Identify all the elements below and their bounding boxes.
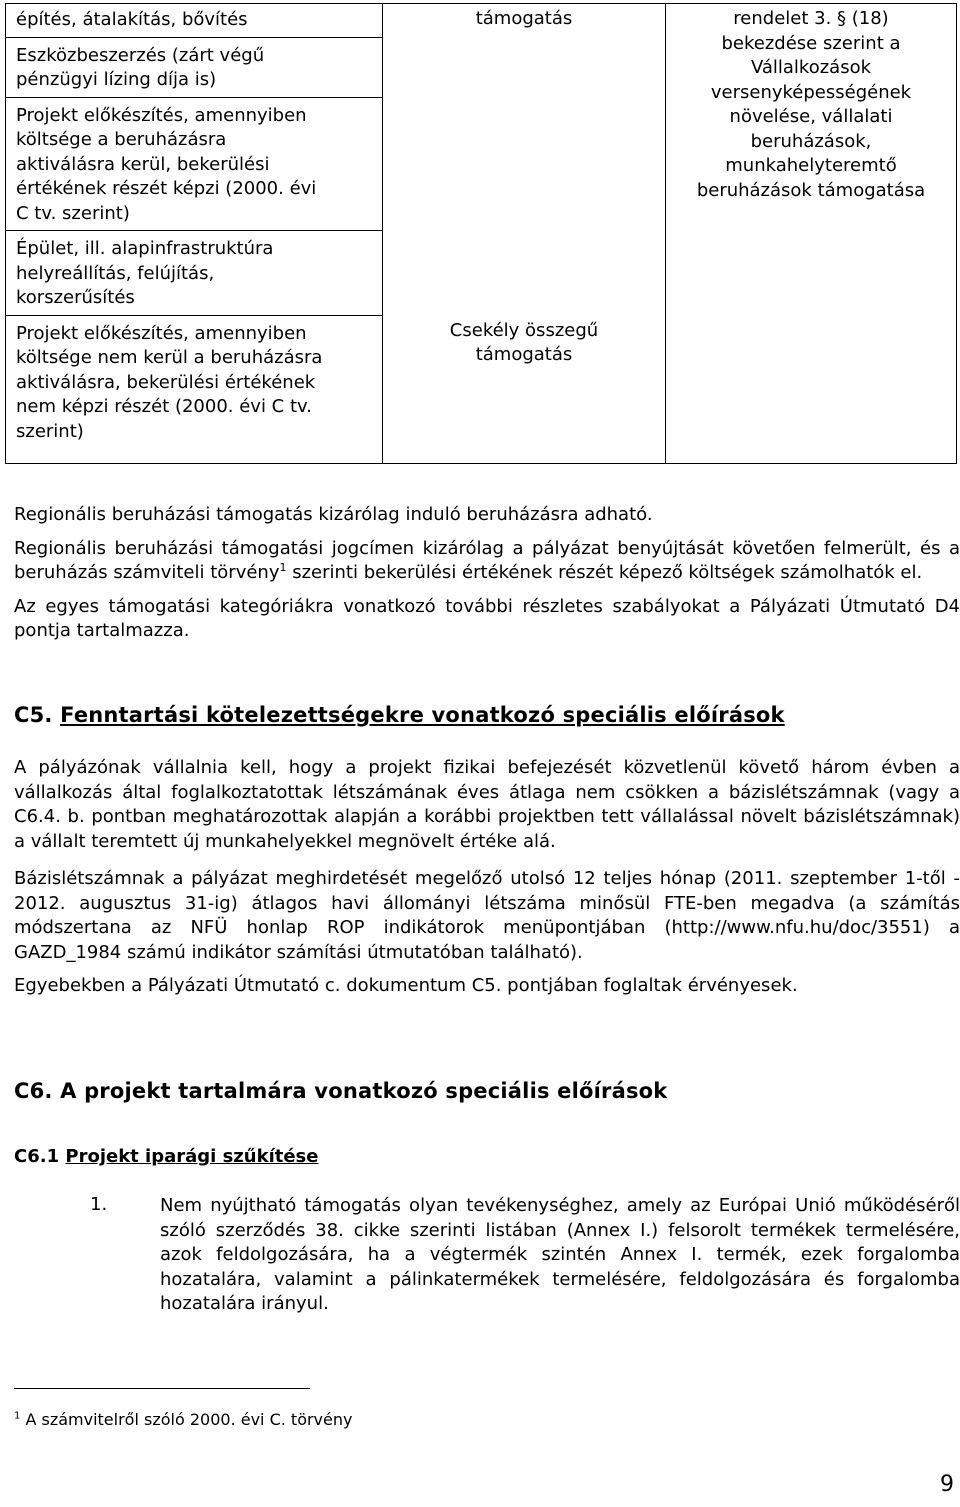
c5-paragraphs [14, 756, 960, 999]
footnote-separator [14, 1388, 310, 1389]
text-line: Csekély összegű [449, 319, 599, 341]
paragraph [14, 537, 960, 586]
subsection-title: Projekt iparági szűkítése [65, 1146, 319, 1167]
section-number: C5. [14, 703, 53, 727]
section-title: Fenntartási kötelezettségekre vonatkozó speciális előírások [60, 703, 785, 727]
text-line: aktiválásra, bekerülési értékének [16, 371, 316, 393]
list-item-number: 1. [90, 1194, 108, 1215]
paragraph-text: szerinti bekerülési értékének részét képező költségek számolhatók el. [286, 562, 923, 583]
text-line: versenyképességének [710, 81, 912, 103]
text-line: költsége nem kerül a beruházásra [16, 347, 323, 368]
text-line: támogatás [475, 344, 573, 365]
section-title: C6. A projekt tartalmára vonatkozó speciális előírások [14, 1079, 668, 1103]
section-heading-c5 [14, 703, 785, 727]
text-line: szerint) [16, 420, 84, 442]
text-line: Épület, ill. alapinfrastruktúra [16, 238, 274, 259]
footnote [14, 1410, 352, 1429]
text-line: Projekt előkészítés, amennyiben [16, 104, 307, 126]
paragraph: Regionális beruházási támogatás kizárólag induló beruházásra adható. [14, 504, 653, 525]
support-categories-table [5, 3, 957, 464]
text-line: Projekt előkészítés, amennyiben [16, 322, 307, 344]
legal-basis-column [666, 4, 957, 464]
text-line: rendelet 3. § (18) [733, 8, 889, 29]
text-line: beruházások, [750, 130, 872, 152]
activity-column [6, 4, 383, 464]
text-line: korszerűsítés [16, 287, 135, 308]
paragraph: A pályázónak vállalnia kell, hogy a projekt fizikai befejezését közvetlenül követő három évben a vállalkozás által foglalkoztatottak létszámának éves átlaga nem csökken a bázislétszámnak (vagy a C6.4. b. pontban meghatározottak alapján a korábbi projektben tett vállalással növelt bázislétszámnak) a vállalt teremtett új munkahelyekkel megnövelt értéke alá. [14, 757, 960, 852]
subsection-heading-c6-1 [14, 1146, 318, 1167]
text-line: értékének részét képzi (2000. évi [16, 178, 317, 199]
page-number: 9 [940, 1472, 954, 1497]
section-heading-c6 [14, 1079, 667, 1103]
support-type-de-minimis [383, 319, 665, 368]
activity-preparation-not-capitalized [6, 315, 382, 449]
activity-preparation-capitalized [6, 97, 382, 231]
text-line: növelése, vállalati [729, 106, 893, 127]
text-line: C tv. szerint) [16, 202, 130, 224]
text-line: Eszközbeszerzés (zárt végű [16, 44, 265, 66]
legal-basis-text [666, 4, 956, 203]
subsection-number: C6.1 [14, 1146, 60, 1167]
text-line: pénzügyi lízing díja is) [16, 69, 217, 90]
activity-equipment [6, 37, 382, 97]
activity-construction [6, 4, 382, 37]
paragraph: Egyebekben a Pályázati Útmutató c. dokumentum C5. pontjában foglaltak érvényesek. [14, 975, 798, 996]
paragraph-text: Regionális beruházási támogatási jogcímen kizárólag a pályázat benyújtását követően felmerült, és a beruházás számviteli törvény [14, 537, 960, 583]
text-line: bekezdése szerint a [721, 32, 901, 54]
footnote-ref: 1 [279, 561, 287, 574]
text-line: helyreállítás, felújítás, [16, 262, 215, 284]
footnote-mark: 1 [14, 1410, 21, 1422]
text-line: munkahelyteremtő [725, 155, 897, 176]
activity-building-renovation [6, 230, 382, 315]
text-line: költsége a beruházásra [16, 129, 227, 150]
support-type-column [383, 4, 666, 464]
text-line: Vállalkozások [750, 57, 872, 78]
text-line: nem képzi részét (2000. évi C tv. [16, 396, 312, 417]
paragraph: Az egyes támogatási kategóriákra vonatkozó további részletes szabályokat a Pályázati Útmutató D4 pontja tartalmazza. [14, 595, 960, 641]
support-type-regional: támogatás [475, 8, 573, 29]
text-line: beruházások támogatása [696, 179, 926, 201]
paragraph: Bázislétszámnak a pályázat meghirdetését megelőző utolsó 12 teljes hónap (2011. szeptember 1-től - 2012. augusztus 31-ig) átlagos havi állományi létszáma minősül FTE-ben megadva (a számítás módszertana az NFÜ honlap ROP indikátorok menüpontjában (http://www.nfu.hu/doc/3551) a GAZD_1984 számú indikátor számítási útmutatóban található). [14, 868, 960, 963]
text-line: építés, átalakítás, bővítés [16, 9, 248, 30]
regional-support-paragraphs [14, 503, 960, 644]
footnote-text: A számvitelről szóló 2000. évi C. törvény [20, 1410, 353, 1429]
text-line: aktiválásra kerül, bekerülési [16, 153, 270, 175]
list-item: Nem nyújtható támogatás olyan tevékenységhez, amely az Európai Unió működéséről szóló szerződés 38. cikke szerinti listában (Annex I.) felsorolt termékek termelésére, azok feldolgozására, ha a végtermék szintén Annex I. termék, ezek forgalomba hozatalára, valamint a pálinkatermékek termelésére, feldolgozására és forgalomba hozatalára irányul. [160, 1195, 960, 1314]
